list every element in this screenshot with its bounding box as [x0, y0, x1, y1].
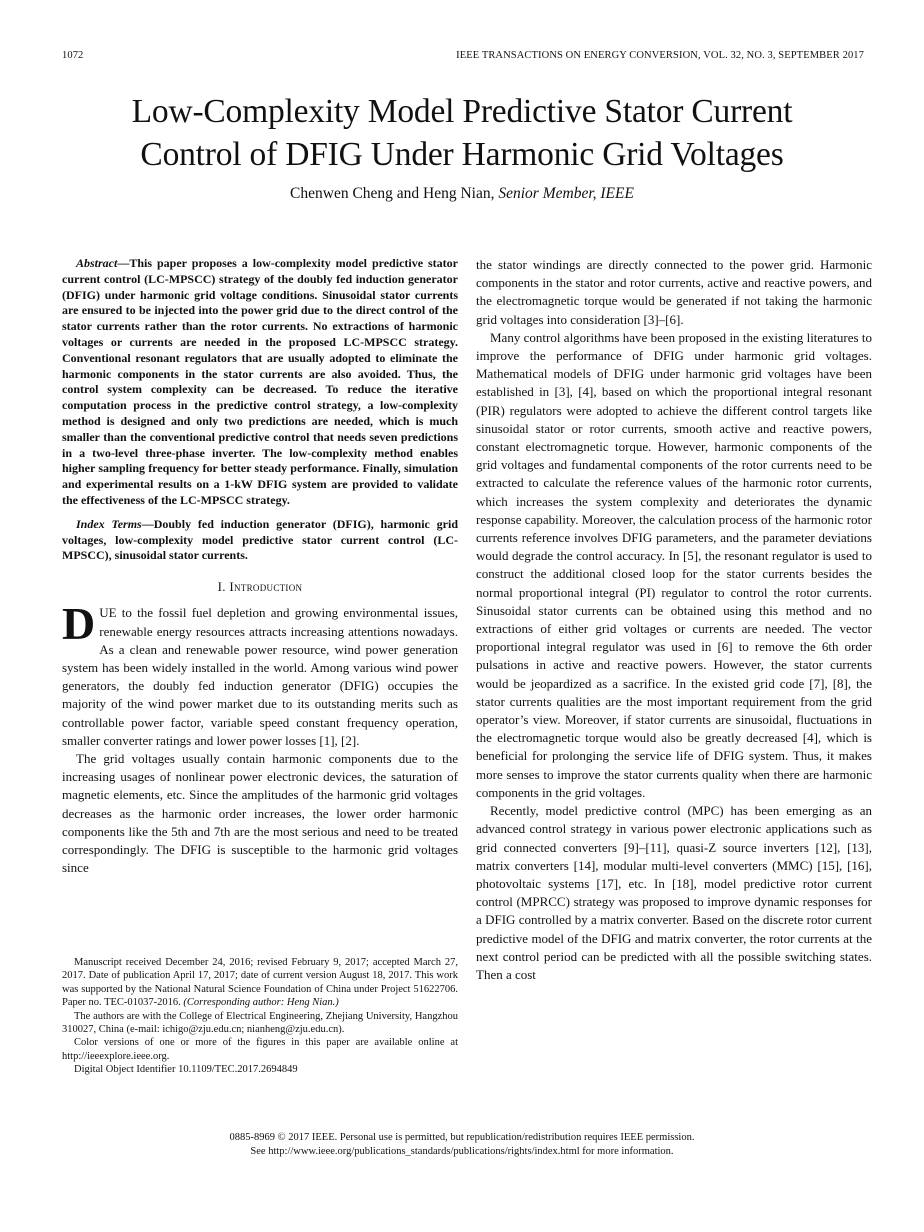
copyright-line-1: 0885-8969 © 2017 IEEE. Personal use is permitted, but republication/redistribution requires IEEE permission.	[229, 1132, 695, 1143]
copyright-footer	[40, 1131, 884, 1159]
footnote-manuscript	[62, 956, 458, 1010]
index-terms-text: —Doubly fed induction generator (DFIG), harmonic grid voltages, low-complexity model predictive stator current control (LC-MPSCC), sinusoidal stator currents.	[62, 516, 458, 563]
paper-title	[40, 90, 884, 176]
right-paragraph-1: the stator windings are directly connected to the power grid. Harmonic components in the stator and rotor currents, active and reactive powers, and the electromagnetic torque would be generated if not taking the harmonic grid voltages into consideration [3]–[6].	[476, 257, 872, 327]
intro-paragraph-1	[62, 598, 458, 750]
section-number: I.	[217, 579, 226, 595]
authors	[40, 185, 884, 203]
section-heading-introduction	[62, 578, 458, 596]
drop-cap: D	[62, 598, 96, 650]
author-names: Chenwen Cheng and Heng Nian,	[290, 185, 495, 202]
journal-header: IEEE TRANSACTIONS ON ENERGY CONVERSION, VOL. 32, NO. 3, SEPTEMBER 2017	[456, 50, 864, 61]
intro-paragraph-2: The grid voltages usually contain harmonic components due to the increasing usages of nonlinear power electronic devices, the saturation of magnetic elements, etc. Since the amplitudes of the harmonic grid voltages decreases as the harmonic order increases, the lower order harmonic components like the 5th and 7th are the most serious and need to be treated correspondingly. The DFIG is susceptible to the harmonic grid voltages since	[62, 750, 458, 876]
right-paragraph-2: Many control algorithms have been proposed in the existing literatures to improve the performance of DFIG under harmonic grid voltages. Mathematical models of DFIG under harmonic grid voltages have been established in [3], [4], based on which the proportional integral resonant (PIR) regulators were adopted to achieve the different control targets like sinusoidal stator or rotor currents, smooth active and reactive powers, constant electromagnetic torque. However, harmonic components of the grid voltages and fundamental components of the rotor currents need to be extracted to calculate the reference values of the harmonic rotor currents, which increases the system complexity and deteriorates the dynamic response capability. Moreover, the calculation process of the harmonic rotor currents reference involves DFIG parameters, and the parameter deviations would degrade the control accuracy. In [5], the resonant regulator is used to construct the additional closed loop for the stator currents besides the normal proportional integral (PI) regulator to control the rotor currents. Sinusoidal stator currents can be obtained using this method and no extractions of either grid voltages or currents are needed. The vector proportional integral regulator was used in [6] to remove the 6th order pulsations in active and reactive powers. However, the stator currents would be jeopardized as a sacrifice. In the existed grid code [7], [8], the stator currents qualities are the most important requirement from the grid operator’s view. Moreover, if stator currents are sinusoidal, fluctuations in the electromagnetic torque would also be greatly decreased [4], which is beneficial for prolonging the service life of DFIG system. Thus, it makes more senses to improve the stator currents quality when there are harmonic components in the grid voltages.	[476, 329, 872, 800]
abstract-text: —This paper proposes a low-complexity model predictive stator current control (LC-MPSCC) strategy of the doubly fed induction generator (DFIG) under harmonic grid voltage conditions. Sinusoidal stator currents are ensured to be injected into the power grid due to the direct control of the stator currents rather than the rotor currents. No extractions of harmonic voltages or currents are needed in the proposed LC-MPSCC strategy. Conventional resonant regulators that are usually adopted to eliminate the harmonic components in the stator currents are also avoided. Thus, the control system complexity can be decreased. To reduce the iterative computation process in the predictive control strategy, a low-complexity method is designed and only two predictions are needed, which is much smaller than the conventional predictive control that needs seven predictions in a two-level three-phase inverter. The low-complexity method enables higher sampling frequency for better steady performance. Finally, simulation and experimental results on a 1-kW DFIG system are provided to validate the effectiveness of the LC-MPSCC strategy.	[62, 256, 458, 507]
title-line-1: Low-Complexity Model Predictive Stator Current	[131, 93, 793, 130]
index-terms	[62, 517, 458, 564]
title-line-2: Control of DFIG Under Harmonic Grid Voltages	[140, 136, 784, 173]
copyright-line-2: See http://www.ieee.org/publications_standards/publications/rights/index.html for more information.	[250, 1146, 674, 1157]
right-paragraph-3: Recently, model predictive control (MPC) has been emerging as an advanced control strategy in various power electronic applications such as grid connected converters [9]–[11], quasi-Z source inverters [12], [13], matrix converters [14], modular multi-level converters (MMC) [15], [16], photovoltaic systems [17], etc. In [18], model predictive rotor current control (MPRCC) strategy was proposed to improve dynamic responses for a DFIG controlled by a matrix converter. Based on the discrete rotor current predictive model of the DFIG and matrix converter, the rotor currents at the next control period can be predicted with all the possible switching states. Then a cost	[476, 803, 872, 982]
right-column	[476, 256, 872, 984]
footnote-color-versions: Color versions of one or more of the figures in this paper are available online at http://ieeexplore.ieee.org.	[62, 1037, 458, 1062]
author-affiliation: Senior Member, IEEE	[498, 185, 634, 202]
abstract-label: Abstract	[76, 256, 118, 270]
abstract	[62, 256, 458, 509]
footnote-manuscript-text: Manuscript received December 24, 2016; revised February 9, 2017; accepted March 27, 2017. Date of publication April 17, 2017; date of current version August 18, 2017. This work was supported by the National Natural Science Foundation of China under Project 51622706. Paper no. TEC-01037-2016.	[62, 957, 458, 1009]
index-terms-label: Index Terms	[76, 516, 142, 531]
footnote-affiliation: The authors are with the College of Electrical Engineering, Zhejiang University, Hangzhou 310027, China (e-mail: ichigo@zju.edu.cn; nianheng@zju.edu.cn).	[62, 1010, 458, 1036]
section-title: Introduction	[229, 579, 303, 595]
page-number: 1072	[62, 50, 84, 61]
footnote	[62, 956, 458, 1077]
intro-paragraph-1-text: UE to the fossil fuel depletion and growing environmental issues, renewable energy resources attracts increasing attentions nowadays. As a clean and renewable power resource, wind power generation system has been widely installed in the world. Among various wind power generators, the doubly fed induction generator (DFIG) occupies the majority of the wind power market due to its outstanding merits such as controllable power factor, variable speed constant frequency operation, smaller converter ratings and lower power losses [1], [2].	[62, 605, 458, 748]
corresponding-author: (Corresponding author: Heng Nian.)	[183, 997, 339, 1009]
footnote-doi: Digital Object Identifier 10.1109/TEC.2017.2694849	[74, 1064, 298, 1076]
left-column	[62, 256, 458, 877]
